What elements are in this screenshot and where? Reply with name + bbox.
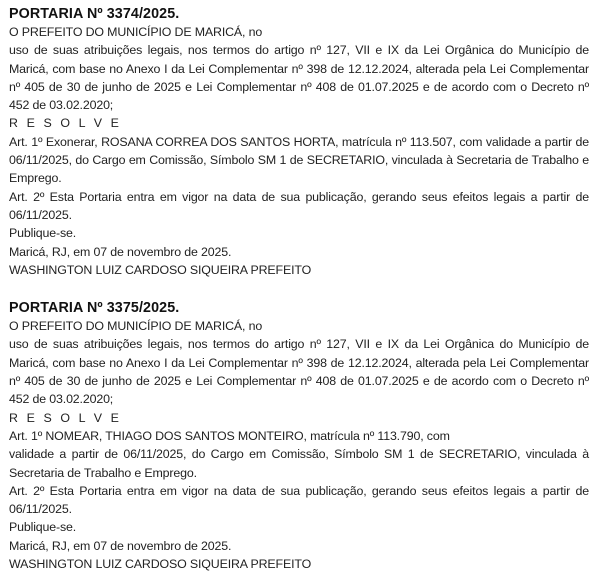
document-page <box>9 5 589 573</box>
place-date: Maricá, RJ, em 07 de novembro de 2025. <box>9 244 232 259</box>
article-2: Art. 2º Esta Portaria entra em vigor na data de sua publicação, gerando seus efeitos legais a partir de 06/11/2025. <box>9 483 589 517</box>
article-2: Art. 2º Esta Portaria entra em vigor na data de sua publicação, gerando seus efeitos legais a partir de 06/11/2025. <box>9 189 589 222</box>
article-1-first-line: Art. 1º NOMEAR, THIAGO DOS SANTOS MONTEIRO, matrícula nº 113.790, com <box>9 428 450 443</box>
portaria-preamble: uso de suas atribuições legais, nos termos do artigo nº 127, VII e IX da Lei Orgânica do Município de Maricá, com base no Anexo I da Lei Complementar nº 398 de 12.12.2024, alterada pela Lei Complementar nº 405 de 30 de junho de 2025 e Lei Complementar nº 408 de 01.07.2025 e de acordo com o Decreto nº 452 de 03.02.2020; <box>9 337 589 407</box>
publish-notice: Publique-se. <box>9 226 77 241</box>
article-1: Art. 1º Exonerar, ROSANA CORREA DOS SANTOS HORTA, matrícula nº 113.507, com validade a partir de 06/11/2025, do Cargo em Comissão, Símbolo SM 1 de SECRETARIO, vinculada à Secretaria de Trabalho e Emprego. <box>9 134 589 186</box>
resolve-label: R E S O L V E <box>9 410 122 425</box>
portaria-title: PORTARIA Nº 3374/2025. <box>9 6 180 22</box>
portaria-3375 <box>9 299 589 573</box>
resolve-label: R E S O L V E <box>9 116 122 131</box>
portaria-preamble: uso de suas atribuições legais, nos termos do artigo nº 127, VII e IX da Lei Orgânica do Município de Maricá, com base no Anexo I da Lei Complementar nº 398 de 12.12.2024, alterada pela Lei Complementar nº 405 de 30 de junho de 2025 e Lei Complementar nº 408 de 01.07.2025 e de acordo com o Decreto nº 452 de 03.02.2020; <box>9 43 589 113</box>
article-1-continuation: validade a partir de 06/11/2025, do Cargo em Comissão, Símbolo SM 1 de SECRETARIO, vinculada à Secretaria de Trabalho e Emprego. <box>9 447 589 480</box>
signature: WASHINGTON LUIZ CARDOSO SIQUEIRA PREFEITO <box>9 557 312 572</box>
signature: WASHINGTON LUIZ CARDOSO SIQUEIRA PREFEITO <box>9 262 312 277</box>
portaria-3374 <box>9 5 589 279</box>
publish-notice: Publique-se. <box>9 520 77 535</box>
portaria-header: O PREFEITO DO MUNICÍPIO DE MARICÁ, no <box>9 25 263 39</box>
portaria-header: O PREFEITO DO MUNICÍPIO DE MARICÁ, no <box>9 319 263 334</box>
portaria-title: PORTARIA Nº 3375/2025. <box>9 300 180 317</box>
place-date: Maricá, RJ, em 07 de novembro de 2025. <box>9 538 232 553</box>
